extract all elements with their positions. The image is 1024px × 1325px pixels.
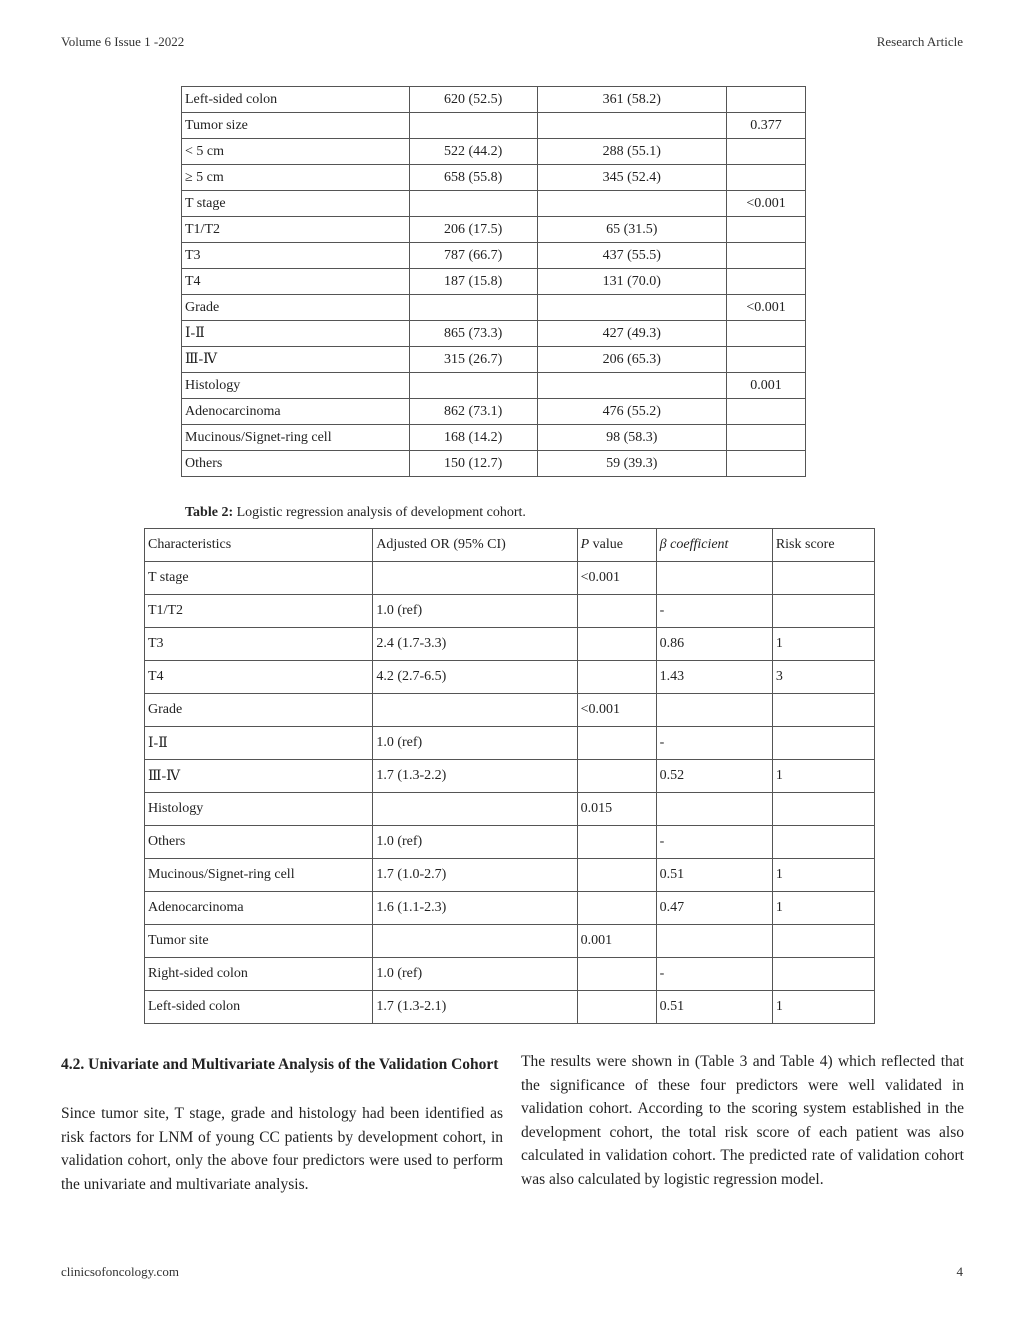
table-row xyxy=(145,991,875,1024)
header-characteristics: Characteristics xyxy=(145,529,373,562)
table-cell: Ⅲ-Ⅳ xyxy=(145,760,373,793)
table-cell xyxy=(656,925,772,958)
table-cell: 168 (14.2) xyxy=(409,425,537,451)
table-cell: 437 (55.5) xyxy=(537,243,727,269)
table-cell xyxy=(727,243,806,269)
table-cell xyxy=(772,694,874,727)
table-2-caption xyxy=(185,505,526,521)
table-cell xyxy=(537,113,727,139)
table-cell: 0.51 xyxy=(656,991,772,1024)
table-cell: Adenocarcinoma xyxy=(182,399,410,425)
table-cell: 1.6 (1.1-2.3) xyxy=(373,892,577,925)
journal-volume-header: Volume 6 Issue 1 -2022 xyxy=(61,34,185,49)
table-row xyxy=(182,139,806,165)
table-cell: 361 (58.2) xyxy=(537,87,727,113)
table-cell: Right-sided colon xyxy=(145,958,373,991)
table-cell xyxy=(772,925,874,958)
table-row xyxy=(145,793,875,826)
right-paragraph: The results were shown in (Table 3 and Table 4) which reflected that the significance of these four predictors were well validated in validation cohort. According to the scoring system established in the development cohort, the total risk score of each patient was also calculated in validation cohort. The predicted rate of validation cohort was also calculated by logistic regression model. xyxy=(521,1053,964,1188)
table-cell: Grade xyxy=(182,295,410,321)
site-url-footer: clinicsofoncology.com xyxy=(61,1264,179,1279)
table-row xyxy=(145,661,875,694)
table-cell xyxy=(577,859,656,892)
table-cell: 862 (73.1) xyxy=(409,399,537,425)
article-type-header: Research Article xyxy=(876,34,963,49)
table-cell xyxy=(727,425,806,451)
table-2-caption-label: Table 2: xyxy=(185,505,234,520)
table-cell: 3 xyxy=(772,661,874,694)
table-row xyxy=(145,892,875,925)
table-cell: ≥ 5 cm xyxy=(182,165,410,191)
table-cell: Others xyxy=(145,826,373,859)
header-risk-score: Risk score xyxy=(772,529,874,562)
header-p-italic: P xyxy=(580,537,590,552)
table-cell: Tumor site xyxy=(145,925,373,958)
table-cell: Histology xyxy=(182,373,410,399)
table-cell: 0.001 xyxy=(577,925,656,958)
table-cell: 65 (31.5) xyxy=(537,217,727,243)
table-cell: Histology xyxy=(145,793,373,826)
table-cell xyxy=(727,347,806,373)
section-heading: 4.2. Univariate and Multivariate Analysis of the Validation Cohort xyxy=(61,1056,499,1073)
table-cell: <0.001 xyxy=(577,694,656,727)
table-cell xyxy=(577,958,656,991)
table-cell: Ⅰ-Ⅱ xyxy=(145,727,373,760)
table-cell xyxy=(772,562,874,595)
table-row xyxy=(182,321,806,347)
table-cell: Others xyxy=(182,451,410,477)
table-cell xyxy=(577,991,656,1024)
table-row xyxy=(182,113,806,139)
table-cell: <0.001 xyxy=(577,562,656,595)
table-cell: 1 xyxy=(772,628,874,661)
table-cell: 2.4 (1.7-3.3) xyxy=(373,628,577,661)
table-cell: 1.7 (1.3-2.2) xyxy=(373,760,577,793)
table-cell xyxy=(656,694,772,727)
table-cell xyxy=(772,793,874,826)
table-cell: 0.47 xyxy=(656,892,772,925)
table-2-caption-text: Logistic regression analysis of development cohort. xyxy=(233,505,526,520)
table-row xyxy=(182,373,806,399)
table-cell xyxy=(373,793,577,826)
table-cell: 427 (49.3) xyxy=(537,321,727,347)
table-row xyxy=(182,295,806,321)
table-row xyxy=(145,628,875,661)
table-cell: T1/T2 xyxy=(182,217,410,243)
table-cell xyxy=(772,826,874,859)
table-2 xyxy=(144,528,875,1024)
table-1-continued xyxy=(181,86,806,477)
table-cell: 1.7 (1.3-2.1) xyxy=(373,991,577,1024)
header-adjusted-or: Adjusted OR (95% CI) xyxy=(373,529,577,562)
table-cell: 522 (44.2) xyxy=(409,139,537,165)
table-cell xyxy=(727,321,806,347)
table-cell: - xyxy=(656,727,772,760)
header-beta-italic: β coefficient xyxy=(659,537,729,552)
table-cell: 0.001 xyxy=(727,373,806,399)
header-p-value xyxy=(577,529,656,562)
table-cell: 620 (52.5) xyxy=(409,87,537,113)
table-row xyxy=(182,269,806,295)
table-cell: 1 xyxy=(772,859,874,892)
table-cell: 288 (55.1) xyxy=(537,139,727,165)
table-cell: T4 xyxy=(145,661,373,694)
table-cell: < 5 cm xyxy=(182,139,410,165)
table-cell: - xyxy=(656,595,772,628)
table-cell xyxy=(577,628,656,661)
table-cell: <0.001 xyxy=(727,191,806,217)
header-beta-coefficient xyxy=(656,529,772,562)
table-row xyxy=(182,399,806,425)
table-header-row xyxy=(145,529,875,562)
table-cell: 150 (12.7) xyxy=(409,451,537,477)
table-cell xyxy=(577,595,656,628)
table-row xyxy=(145,958,875,991)
table-cell: 1.0 (ref) xyxy=(373,727,577,760)
table-cell xyxy=(772,727,874,760)
table-cell xyxy=(656,562,772,595)
table-cell: 0.015 xyxy=(577,793,656,826)
table-cell: 4.2 (2.7-6.5) xyxy=(373,661,577,694)
table-cell: T stage xyxy=(182,191,410,217)
table-cell: - xyxy=(656,958,772,991)
table-row xyxy=(145,727,875,760)
table-cell xyxy=(577,760,656,793)
table-cell: Grade xyxy=(145,694,373,727)
table-cell: Mucinous/Signet-ring cell xyxy=(182,425,410,451)
table-row xyxy=(182,425,806,451)
table-cell xyxy=(409,191,537,217)
table-cell xyxy=(656,793,772,826)
table-cell xyxy=(727,451,806,477)
table-cell xyxy=(537,373,727,399)
table-cell: 658 (55.8) xyxy=(409,165,537,191)
table-cell: 131 (70.0) xyxy=(537,269,727,295)
table-row xyxy=(182,243,806,269)
table-cell: 1.0 (ref) xyxy=(373,826,577,859)
table-cell: <0.001 xyxy=(727,295,806,321)
table-row xyxy=(182,451,806,477)
table-cell xyxy=(409,113,537,139)
table-row xyxy=(145,925,875,958)
table-cell xyxy=(373,562,577,595)
table-cell xyxy=(409,295,537,321)
table-cell: 1.43 xyxy=(656,661,772,694)
page-number: 4 xyxy=(956,1264,963,1279)
table-row xyxy=(145,595,875,628)
table-cell: T3 xyxy=(182,243,410,269)
table-row xyxy=(182,191,806,217)
left-paragraph: Since tumor site, T stage, grade and histology had been identified as risk factors for LNM of young CC patients by development cohort, in validation cohort, only the above four predictors were used to perform the univariate and multivariate analysis. xyxy=(61,1105,503,1193)
table-cell: 0.377 xyxy=(727,113,806,139)
table-cell: 1.0 (ref) xyxy=(373,958,577,991)
table-cell xyxy=(537,191,727,217)
table-row xyxy=(145,760,875,793)
table-cell xyxy=(577,892,656,925)
table-cell xyxy=(772,958,874,991)
table-cell: 345 (52.4) xyxy=(537,165,727,191)
table-cell: 1.7 (1.0-2.7) xyxy=(373,859,577,892)
table-cell xyxy=(409,373,537,399)
header-p-suffix: value xyxy=(589,537,623,552)
table-cell: 865 (73.3) xyxy=(409,321,537,347)
table-cell: 787 (66.7) xyxy=(409,243,537,269)
table-cell: 476 (55.2) xyxy=(537,399,727,425)
table-cell: 1 xyxy=(772,892,874,925)
table-row xyxy=(145,694,875,727)
table-cell: Adenocarcinoma xyxy=(145,892,373,925)
table-cell: Left-sided colon xyxy=(182,87,410,113)
table-cell: 0.52 xyxy=(656,760,772,793)
table-cell xyxy=(727,399,806,425)
table-cell: Ⅲ-Ⅳ xyxy=(182,347,410,373)
table-cell: 1 xyxy=(772,991,874,1024)
table-cell: - xyxy=(656,826,772,859)
table-row xyxy=(182,347,806,373)
table-cell xyxy=(373,694,577,727)
table-row xyxy=(182,217,806,243)
table-cell xyxy=(577,727,656,760)
table-cell: 1.0 (ref) xyxy=(373,595,577,628)
table-cell: Ⅰ-Ⅱ xyxy=(182,321,410,347)
table-cell: 59 (39.3) xyxy=(537,451,727,477)
table-cell: T1/T2 xyxy=(145,595,373,628)
table-cell xyxy=(727,139,806,165)
table-cell: T4 xyxy=(182,269,410,295)
table-row xyxy=(145,562,875,595)
table-cell xyxy=(772,595,874,628)
table-cell: T3 xyxy=(145,628,373,661)
table-cell xyxy=(727,217,806,243)
table-cell: 98 (58.3) xyxy=(537,425,727,451)
table-cell xyxy=(727,165,806,191)
table-cell: Tumor size xyxy=(182,113,410,139)
table-cell xyxy=(727,269,806,295)
table-cell xyxy=(727,87,806,113)
table-row xyxy=(145,826,875,859)
table-cell: 1 xyxy=(772,760,874,793)
table-cell: Mucinous/Signet-ring cell xyxy=(145,859,373,892)
table-row xyxy=(145,859,875,892)
table-cell xyxy=(577,661,656,694)
table-cell: 206 (17.5) xyxy=(409,217,537,243)
table-cell: 0.51 xyxy=(656,859,772,892)
table-cell: 315 (26.7) xyxy=(409,347,537,373)
table-cell xyxy=(373,925,577,958)
table-row xyxy=(182,87,806,113)
table-cell: 206 (65.3) xyxy=(537,347,727,373)
table-row xyxy=(182,165,806,191)
table-cell: 187 (15.8) xyxy=(409,269,537,295)
table-cell: T stage xyxy=(145,562,373,595)
table-cell: 0.86 xyxy=(656,628,772,661)
table-cell xyxy=(537,295,727,321)
table-cell: Left-sided colon xyxy=(145,991,373,1024)
table-cell xyxy=(577,826,656,859)
